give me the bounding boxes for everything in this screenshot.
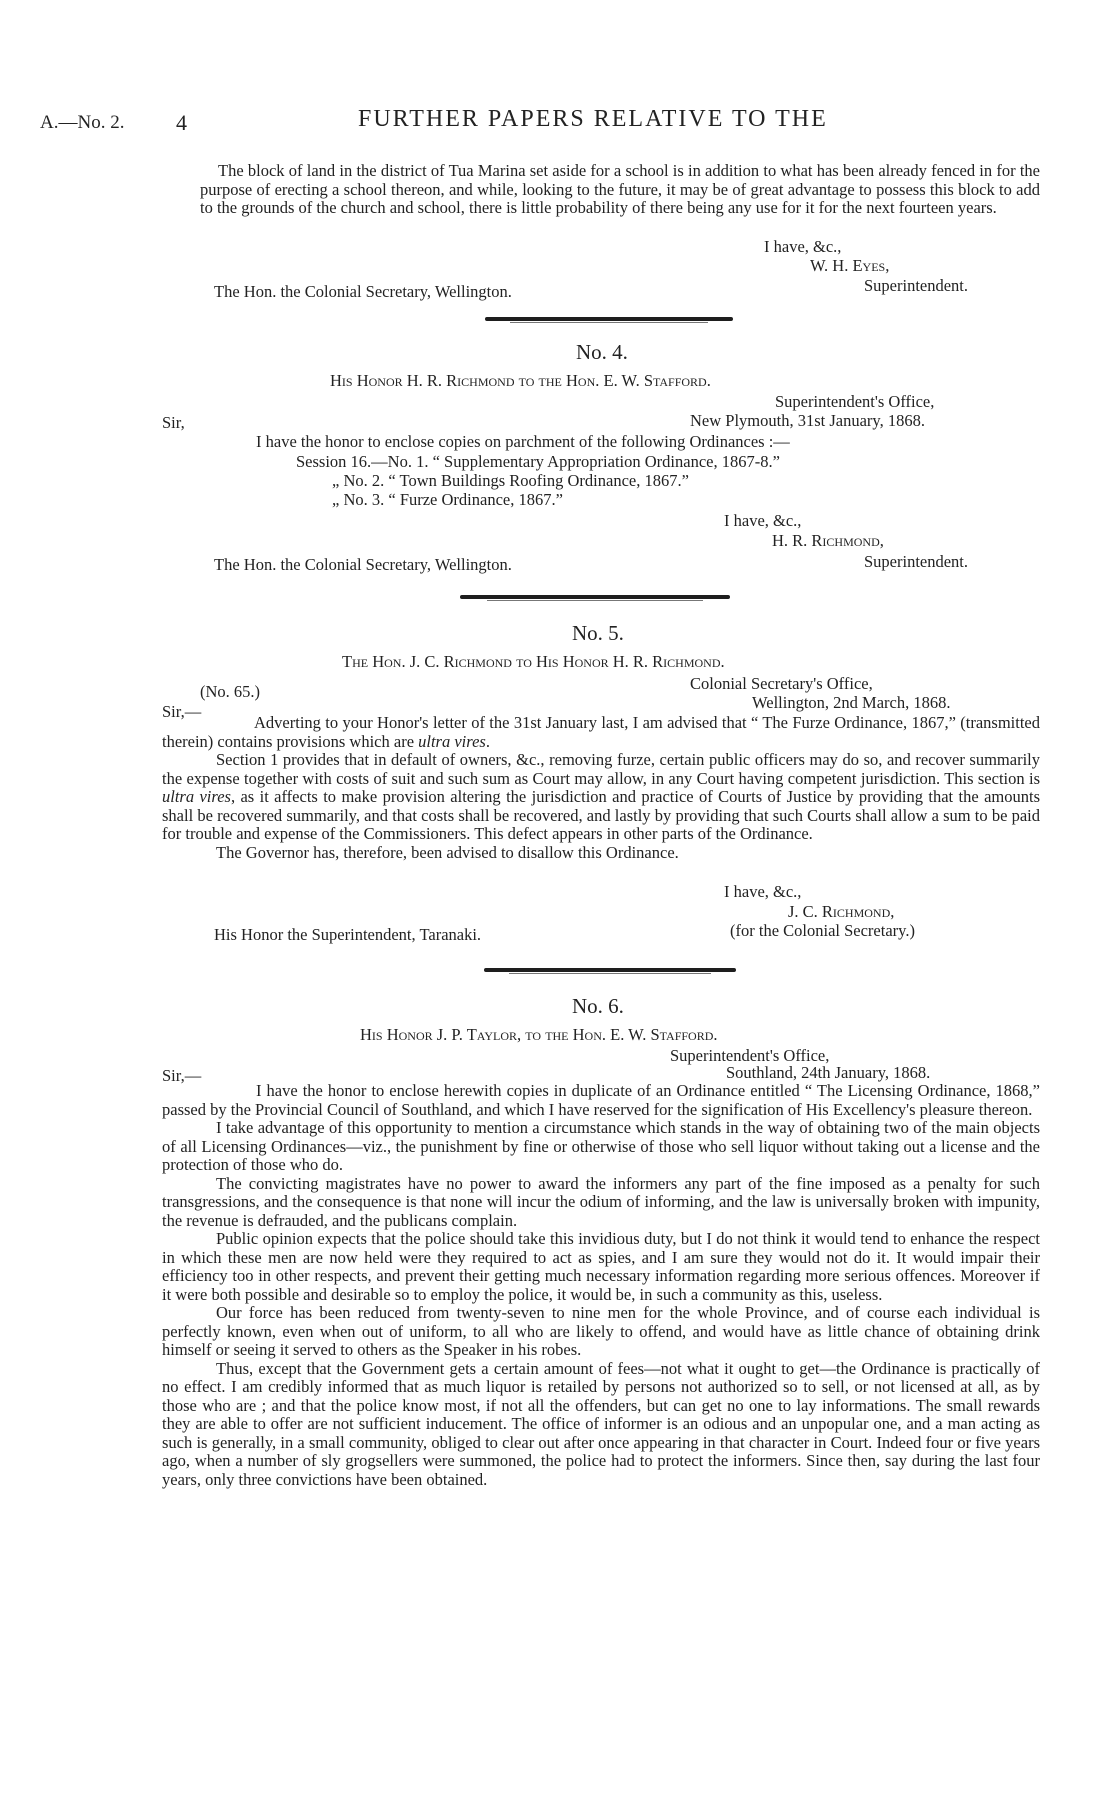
paragraph: Section 1 provides that in default of owners, &c., removing furze, certain public officers may do so, and recover summarily the expense together with costs of suit and such sum as Court may allow, in any Court having competent jurisdiction. This section is ultra vires, as it affects to make provision altering the jurisdiction and practice of Courts of Justice by providing that the amounts shall be recovered summarily, and that costs shall be recovered, and lastly by providing that such Courts shall allow a sum to be paid for trouble and expense of the Commissioners. This defect appears in other parts of the Ordinance.	[162, 750, 1040, 843]
letter6-number: No. 6.	[572, 994, 624, 1018]
letter3-signer: W. H. Eyes,	[810, 256, 890, 275]
letter5-signer-title: (for the Colonial Secretary.)	[730, 921, 915, 940]
letter4-office: Superintendent's Office,	[775, 392, 935, 411]
letter5-place-date: Wellington, 2nd March, 1868.	[752, 693, 951, 712]
letter5-closing: I have, &c.,	[724, 882, 802, 901]
paragraph: Adverting to your Honor's letter of the 31st January last, I am advised that “ The Furze Ordinance, 1867,” (transmitted therein) contains provisions which are ultra vires.	[162, 713, 1040, 751]
letter6-salutation: Sir,—	[162, 1066, 202, 1085]
paragraph: Our force has been reduced from twenty-seven to nine men for the whole Province, and of course each individual is perfectly known, even when out of uniform, to all who are likely to offend, and would have as little chance of obtaining drink himself or seeing it served to others as the Speaker in his robes.	[162, 1303, 1040, 1359]
letter3-addressee: The Hon. the Colonial Secretary, Wellington.	[214, 282, 512, 301]
letter5-salutation: Sir,—	[162, 702, 202, 721]
letter5-signer: J. C. Richmond,	[788, 902, 895, 921]
paragraph: The convicting magistrates have no power to award the informers any part of the fine imposed as a penalty for such transgressions, and the consequence is that none will incur the odium of informing, and the law is universally broken with impunity, the revenue is defrauded, and the publicans complain.	[162, 1173, 1040, 1230]
letter4-addressee: The Hon. the Colonial Secretary, Wellington.	[214, 555, 512, 574]
letter5-number: No. 5.	[572, 621, 624, 645]
letter4-item: „ No. 3. “ Furze Ordinance, 1867.”	[332, 490, 563, 509]
letter5-heading: The Hon. J. C. Richmond to His Honor H. R. Richmond.	[342, 652, 725, 671]
letter6-place-date: Southland, 24th January, 1868.	[726, 1063, 931, 1082]
page-number: 4	[176, 110, 187, 135]
letter3-signer-title: Superintendent.	[864, 276, 969, 295]
paragraph: Public opinion expects that the police should take this invidious duty, but I do not think it would tend to enhance the respect in which these men are now held were they required to act as spies, and I am sure they would not do it. It would impair their efficiency too in other respects, and prevent their getting much necessary information regarding more serious offences. Moreover if it were both possible and desirable so to employ the police, it would be, in such a community as this, useless.	[162, 1229, 1040, 1304]
section-divider	[484, 968, 736, 972]
letter4-closing: I have, &c.,	[724, 511, 802, 530]
letter4-signer-title: Superintendent.	[864, 552, 969, 571]
section-divider	[485, 317, 733, 321]
letter5-office: Colonial Secretary's Office,	[690, 674, 873, 693]
section-divider	[460, 595, 730, 599]
paragraph: The block of land in the district of Tua Marina set aside for a school is in addition to what has been already fenced in for the purpose of erecting a school thereon, and while, looking to the future, it may be of great advantage to possess this block to add to the grounds of the church and school, there is little probability of there being any use for it for the next fourteen years.	[200, 161, 1040, 217]
letter3-closing: I have, &c.,	[764, 237, 842, 256]
running-title: FURTHER PAPERS RELATIVE TO THE	[358, 106, 828, 132]
letter3-body	[200, 162, 1040, 218]
letter5-body	[162, 714, 1040, 862]
letter6-body	[162, 1082, 1040, 1489]
paragraph: I take advantage of this opportunity to mention a circumstance which stands in the way of obtaining two of the main objects of all Licensing Ordinances—viz., the punishment by fine or otherwise of those who sell liquor without taking out a license and the protection of those who do.	[162, 1118, 1040, 1174]
letter6-office: Superintendent's Office,	[670, 1046, 830, 1065]
document-reference: A.—No. 2.	[40, 112, 125, 133]
letter5-addressee: His Honor the Superintendent, Taranaki.	[214, 925, 482, 944]
letter4-signer: H. R. Richmond,	[772, 531, 884, 550]
letter4-salutation: Sir,	[162, 413, 185, 432]
letter4-place-date: New Plymouth, 31st January, 1868.	[690, 411, 925, 430]
paragraph: Thus, except that the Government gets a certain amount of fees—not what it ought to get—the Ordinance is practically of no effect. I am credibly informed that as much liquor is retailed by persons not authorized so to sell, or not licensed at all, as by those who are ; and that the police know most, if not all the offenders, but can get no one to lay informations. The small rewards they are able to offer are not sufficient inducement. The office of informer is an odious and an unpopular one, and a man acting as such is generally, in a small community, obliged to clear out after once appearing in that character in Court. Indeed four or five years ago, when a number of sly grogsellers were summoned, the police had to protect the informers. Since then, say during the last four years, only three convictions have been obtained.	[162, 1358, 1040, 1489]
paragraph: The Governor has, therefore, been advised to disallow this Ordinance.	[216, 842, 679, 862]
letter5-ref: (No. 65.)	[200, 682, 261, 701]
letter4-item: „ No. 2. “ Town Buildings Roofing Ordinance, 1867.”	[332, 471, 689, 490]
letter4-heading: His Honor H. R. Richmond to the Hon. E. W. Stafford.	[330, 371, 711, 390]
letter4-number: No. 4.	[576, 340, 628, 364]
letter4-intro: I have the honor to enclose copies on parchment of the following Ordinances :—	[256, 432, 790, 451]
letter6-heading: His Honor J. P. Taylor, to the Hon. E. W. Stafford.	[360, 1025, 718, 1044]
letter4-item: Session 16.—No. 1. “ Supplementary Appropriation Ordinance, 1867-8.”	[296, 452, 780, 471]
paragraph: I have the honor to enclose herewith copies in duplicate of an Ordinance entitled “ The Licensing Ordinance, 1868,” passed by the Provincial Council of Southland, and which I have reserved for the signification of His Excellency's pleasure thereon.	[162, 1081, 1040, 1119]
